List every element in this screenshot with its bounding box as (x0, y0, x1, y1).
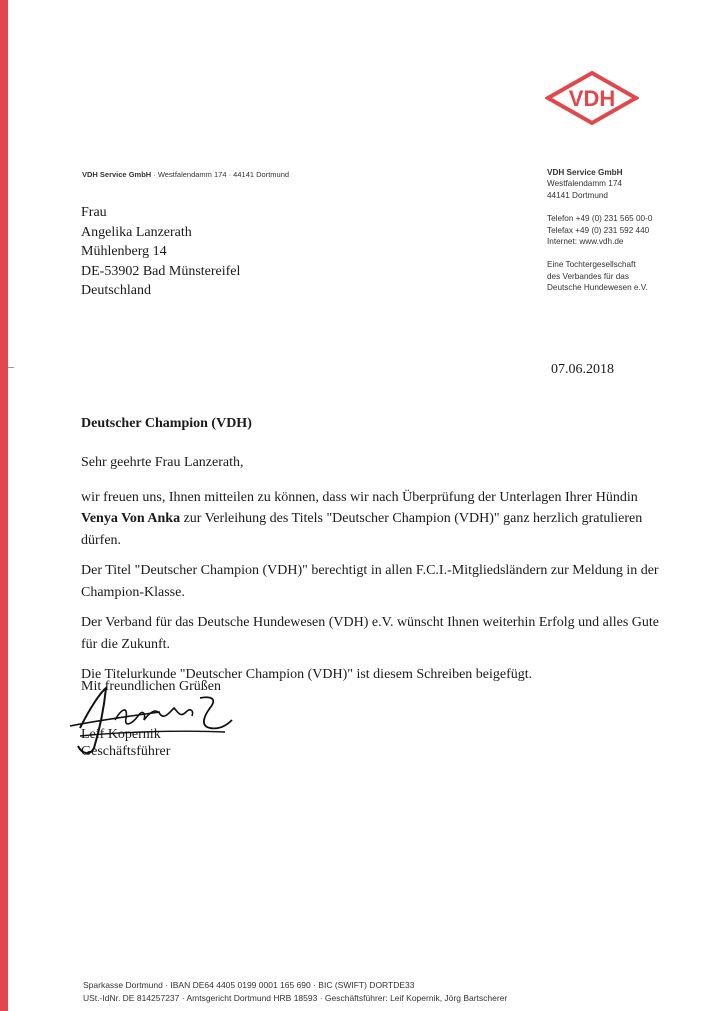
sender-address: · Westfalendamm 174 · 44141 Dortmund (151, 170, 290, 179)
logo-text: VDH (568, 86, 616, 111)
body-paragraph-3: Der Verband für das Deutsche Hundewesen (VDH) e.V. wünscht Ihnen weiterhin Erfolg und alles Gute für die Zukunft. (81, 615, 659, 652)
letterhead-sidebar (547, 167, 697, 294)
sidebar-street: Westfalendamm 174 (547, 179, 622, 189)
sidebar-fax: Telefax +49 (0) 231 592 440 (547, 225, 650, 235)
closing-phrase: Mit freundlichen Grüßen (81, 679, 221, 694)
signer-name: Leif Kopernik (81, 727, 161, 742)
sidebar-company: VDH Service GmbH (547, 168, 623, 177)
dog-name: Venya Von Anka (81, 511, 181, 526)
recipient-salutation: Frau (81, 205, 107, 220)
sidebar-web: Internet: www.vdh.de (547, 237, 624, 247)
recipient-address (81, 203, 240, 301)
recipient-street: Mühlenberg 14 (81, 244, 167, 259)
letter-subject: Deutscher Champion (VDH) (81, 416, 252, 431)
recipient-country: Deutschland (81, 283, 151, 298)
paragraph-1-end: zur Verleihung des Titels "Deutscher Champion (VDH)" ganz herzlich gratulieren dürfen. (81, 511, 643, 548)
paragraph-1-start: wir freuen uns, Ihnen mitteilen zu können, dass wir nach Überprüfung der Unterlagen Ihrer Hündin (81, 489, 638, 505)
handwritten-signature (60, 668, 235, 763)
fold-mark (8, 367, 14, 368)
sidebar-note-line2: des Verbandes für das (547, 271, 629, 281)
sidebar-note-line1: Eine Tochtergesellschaft (547, 260, 636, 270)
recipient-name: Angelika Lanzerath (81, 224, 192, 240)
sender-company: VDH Service GmbH (82, 170, 152, 179)
sidebar-city: 44141 Dortmund (547, 190, 608, 200)
body-paragraph-2: Der Titel "Deutscher Champion (VDH)" berechtigt in allen F.C.I.-Mitgliedsländern zur Meldung in der Champion-Klasse. (81, 563, 659, 600)
vdh-logo (545, 70, 639, 126)
signer-title: Geschäftsführer (81, 744, 171, 759)
footer-bank-line: Sparkasse Dortmund · IBAN DE64 4405 0199 0001 165 690 · BIC (SWIFT) DORTDE33 (83, 980, 415, 990)
footer-legal-line: USt.-IdNr. DE 814257237 · Amtsgericht Dortmund HRB 18593 · Geschäftsführer: Leif Kopernik, Jörg Bartscherer (83, 992, 508, 1003)
left-margin-bar (0, 0, 8, 1011)
letter-body (81, 452, 671, 695)
letter-date: 07.06.2018 (551, 362, 614, 377)
body-salutation: Sehr geehrte Frau Lanzerath, (81, 455, 244, 470)
body-paragraph-1 (81, 487, 671, 552)
sender-address-line (82, 170, 289, 179)
page-footer (83, 979, 507, 1004)
sidebar-note-line3: Deutsche Hundewesen e.V. (547, 283, 648, 293)
body-paragraph-4: Die Titelurkunde "Deutscher Champion (VDH)" ist diesem Schreiben beigefügt. (81, 667, 533, 682)
sidebar-phone: Telefon +49 (0) 231 565 00-0 (547, 214, 653, 224)
recipient-city: DE-53902 Bad Münstereifel (81, 263, 241, 279)
